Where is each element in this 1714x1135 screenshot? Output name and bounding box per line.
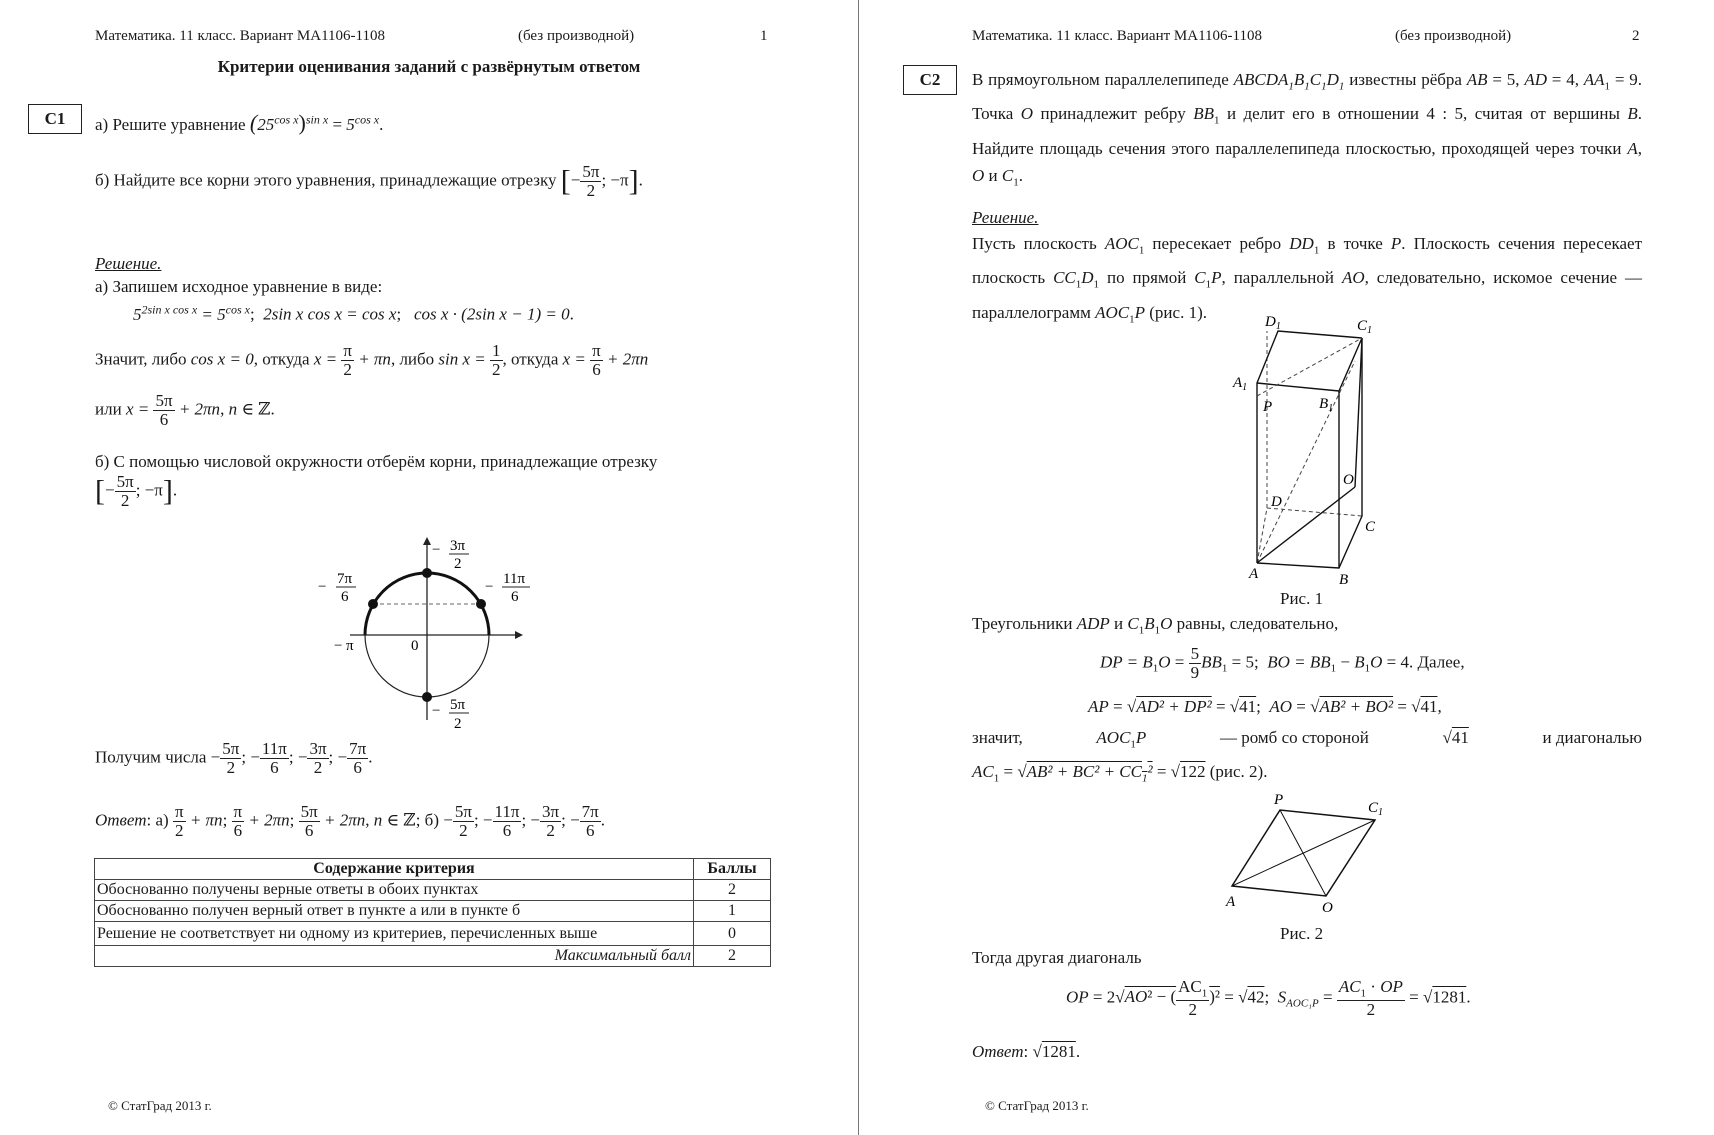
op-area-formula: OP = 2√AO² − ( $\frac{AC_1}{2}$ )² = √42; $S_{AOC_1P}$ = $\frac{AC_1 \cdot OP}{2}$ = √1281. (1066, 977, 1471, 1019)
table-row-max: Максимальный балл 2 (95, 946, 771, 967)
criteria-table (94, 858, 771, 967)
svg-text:−: − (318, 579, 327, 595)
rewritten-equation: $5^{2sin x cos x} = 5^{cos x}$; 2sin x cos x = cos x; cos x · (2sin x − 1) = 0. (133, 302, 574, 324)
figure-2-rhombus (1218, 790, 1388, 915)
label-bottom-num: 5π (450, 697, 466, 713)
text-whence-2: , откуда (502, 349, 559, 369)
svg-text:−: − (432, 703, 441, 719)
ap-ao-formula: AP = √AD² + DP² = √41; AO = √AB² + BO² = √41, (1088, 697, 1442, 716)
solution-label: Решение. (95, 254, 162, 273)
footer-copyright: © СтатГрад 2013 г. (985, 1098, 1089, 1113)
page-divider (858, 0, 859, 1135)
label-P: P (1263, 399, 1273, 415)
task-b: б) Найдите все корни этого уравнения, принадлежащие отрезку [− $\frac{5\pi}{2}$ ; −π]. (95, 162, 643, 200)
got-numbers-text: Получим числа (95, 747, 207, 767)
x-axis-arrow (515, 631, 523, 639)
answer-line: Ответ: √1281. (972, 1042, 1081, 1061)
page-number: 1 (760, 28, 768, 44)
page-number: 2 (1632, 28, 1640, 44)
ac1-formula: $AC_1 = √AB^2 + BC^2 + CC_1^2 = √122$ (рис. 2). (972, 762, 1268, 785)
label-O: O (1322, 900, 1333, 915)
table-row: Обоснованно получен верный ответ в пункте а или в пункте б 1 (95, 901, 771, 922)
point-11pi-6 (476, 599, 486, 609)
header-note: (без производной) (1395, 28, 1512, 44)
label-tl-num: 7π (337, 571, 353, 587)
text-then: Значит, либо (95, 349, 187, 369)
label-tl-den: 6 (341, 589, 349, 605)
solution-roots-line: Значит, либо cos x = 0, откуда x = $\frac{\pi}{2}$ + πn, либо sin x = $\frac{1}{2}$ , откуда x = $\frac{\pi}{6}$ + 2πn (95, 341, 649, 379)
solution-roots-line-2: или x = $\frac{5\pi}{6}$ + 2πn, n ∈ ℤ. (95, 391, 275, 429)
got-numbers-line: Получим числа − $\frac{5\pi}{2}$ ; − $\frac{11\pi}{6}$ ; − $\frac{3\pi}{2}$ ; − $\frac{7\pi}{6}$ . (95, 739, 373, 777)
point-3pi-2 (422, 568, 432, 578)
footer-copyright: © СтатГрад 2013 г. (108, 1098, 212, 1113)
answer-line: Ответ: а) $\frac{\pi}{2}$ + πn; $\frac{\pi}{6}$ + 2πn; $\frac{5\pi}{6}$ + 2πn, n ∈ ℤ; б) − $\frac{5\pi}{2}$ ; − $\frac{11\pi}{6}$ ; − $\frac{3\pi}{2}$ ; − $\frac{7\pi}{6}$ . (95, 802, 606, 840)
task-b-text: б) Найдите все корни этого уравнения, принадлежащие отрезку (95, 170, 557, 190)
right-page (860, 0, 1714, 1135)
dp-formula: DP = $B_1O$ = $\frac{5}{9}$ $BB_1 = 5$; BO = $BB_1 - B_1O = 4$. Далее, (1100, 644, 1465, 682)
label-zero: 0 (411, 638, 419, 654)
answer-label: Ответ (95, 810, 147, 830)
solution-b-interval: [− $\frac{5\pi}{2}$ ; −π]. (95, 472, 178, 510)
label-A: A (1226, 894, 1236, 910)
table-header-criterion: Содержание критерия (95, 859, 694, 880)
table-row: Решение не соответствует ни одному из критериев, перечисленных выше 0 (95, 922, 771, 946)
label-D: D (1271, 494, 1282, 510)
task-a: а) Решите уравнение $(25^{cos x})^{sin x} = 5^{cos x}$. (95, 110, 384, 135)
solution-label: Решение. (972, 208, 1039, 227)
y-axis-arrow (423, 537, 431, 545)
label-D1: $D_1$ (1265, 314, 1281, 332)
text-either: , либо (390, 349, 435, 369)
table-header-points: Баллы (694, 859, 771, 880)
label-B: B (1339, 572, 1349, 588)
rhombus-line: значит, $AOC_1P$ — ромб со стороной √41 и диагональю (972, 728, 1642, 751)
point-5pi-2 (422, 692, 432, 702)
figure-2-caption: Рис. 2 (1280, 924, 1324, 943)
triangles-line: Треугольники ADP и $C_1B_1O$ равны, следовательно, (972, 614, 1339, 637)
header-subject: Математика. 11 класс. Вариант МА1106-1108 (95, 28, 385, 44)
svg-text:−: − (432, 542, 441, 558)
text-or: или (95, 399, 122, 419)
label-top-den: 2 (454, 556, 462, 572)
solution-text: Пусть плоскость $AOC_1$ пересекает ребро $DD_1$ в точке P. Плоскость сечения пересекает плоскость $CC_1D_1$ по прямой $C_1P$, параллельной AO, следовательно, искомое сечение — параллелограмм $AOC_1P$ (рис. 1). (972, 234, 1643, 326)
page-title: Критерии оценивания заданий с развёрнутым ответом (217, 57, 641, 76)
svg-text:−: − (485, 579, 494, 595)
label-tr-den: 6 (511, 589, 519, 605)
solution-b: б) С помощью числовой окружности отберём корни, принадлежащие отрезку (95, 452, 658, 471)
label-A: A (1249, 566, 1259, 582)
figure-1-caption: Рис. 1 (1280, 589, 1324, 608)
header-subject: Математика. 11 класс. Вариант МА1106-1108 (972, 28, 1262, 44)
task-a-text: а) Решите уравнение (95, 115, 246, 134)
task-id-box: С1 (28, 104, 82, 134)
label-C1: $C_1$ (1368, 800, 1384, 818)
svg-text:−: − (334, 638, 343, 654)
label-A1: $A_1$ (1233, 375, 1248, 393)
label-C1: $C_1$ (1357, 318, 1373, 336)
label-bottom-den: 2 (454, 716, 462, 732)
point-7pi-6 (368, 599, 378, 609)
number-circle-figure (310, 535, 550, 735)
other-diagonal-text: Тогда другая диагональ (972, 948, 1142, 967)
answer-label: Ответ (972, 1042, 1024, 1061)
label-P: P (1274, 792, 1284, 808)
text-whence: , откуда (253, 349, 310, 369)
label-O: O (1343, 472, 1354, 488)
solution-a-intro: а) Запишем исходное уравнение в виде: (95, 277, 383, 296)
diagonal-PO (1280, 810, 1326, 896)
label-tr-num: 11π (503, 571, 526, 587)
task-c2-text: В прямоугольном параллелепипеде $ABCDA_1B_1C_1D_1$ известны рёбра AB = 5, AD = 4, $AA_1 = 9$. Точка O принадлежит ребру $BB_1$ и делит его в отношении 4 : 5, считая от вершины B. Найдите площадь сечения этого параллелепипеда плоскостью, проходящей через точки A, O и $C_1$. (972, 70, 1643, 189)
figure-1-parallelepiped (1215, 303, 1375, 588)
header-note: (без производной) (518, 28, 635, 44)
table-row: Обоснованно получены верные ответы в обоих пунктах 2 (95, 880, 771, 901)
label-B1: $B_1$ (1319, 396, 1334, 414)
task-id-box: С2 (903, 65, 957, 95)
label-C: C (1365, 519, 1375, 535)
label-top-num: 3π (450, 538, 466, 554)
label-left: π (346, 638, 354, 654)
